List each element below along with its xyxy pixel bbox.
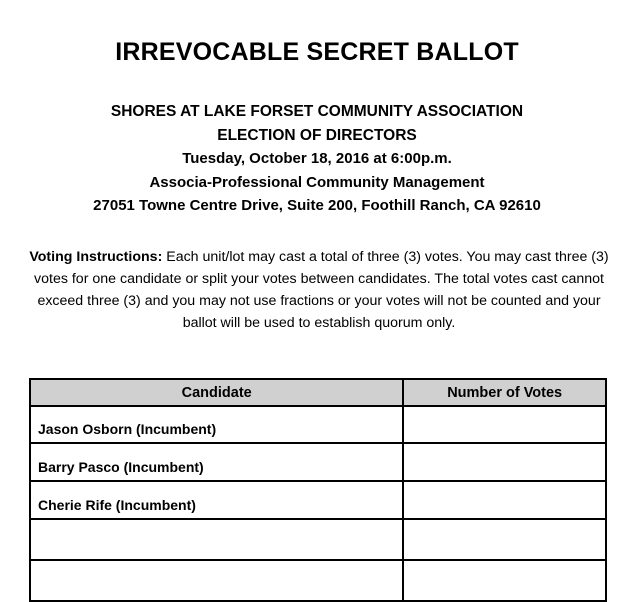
association-name: SHORES AT LAKE FORSET COMMUNITY ASSOCIATION	[110, 103, 524, 120]
ballot-title: IRREVOCABLE SECRET BALLOT	[115, 38, 519, 66]
table-row	[30, 406, 606, 443]
election-date: Tuesday, October 18, 2016 at 6:00p.m.	[182, 150, 452, 167]
candidate-name: Jason Osborn (Incumbent)	[30, 406, 403, 443]
votes-cell[interactable]	[403, 443, 606, 481]
ballot-header	[0, 100, 634, 218]
candidate-name: Cherie Rife (Incumbent)	[30, 481, 403, 519]
management-company: Associa-Professional Community Management	[149, 173, 485, 191]
votes-cell[interactable]	[403, 519, 606, 560]
election-title: ELECTION OF DIRECTORS	[217, 126, 417, 144]
management-address: 27051 Towne Centre Drive, Suite 200, Foothill Ranch, CA 92610	[93, 197, 541, 214]
table-row	[30, 443, 606, 481]
voting-instructions-text: Each unit/lot may cast a total of three (3) votes. You may cast three (3) votes for one candidate or split your votes between candidates. The total votes cast cannot exceed three (3) and you may not use fractions or your votes will not be counted and your ballot will be used to establish quorum only.	[34, 249, 609, 331]
votes-column-header: Number of Votes	[403, 379, 606, 406]
votes-cell[interactable]	[403, 560, 606, 601]
table-row	[30, 481, 606, 519]
candidate-write-in-cell[interactable]	[30, 560, 403, 601]
candidate-column-header: Candidate	[30, 379, 403, 406]
candidate-write-in-cell[interactable]	[30, 519, 403, 560]
votes-cell[interactable]	[403, 481, 606, 519]
table-row	[30, 519, 606, 560]
candidate-name: Barry Pasco (Incumbent)	[30, 443, 403, 481]
voting-instructions-label: Voting Instructions:	[29, 249, 163, 265]
table-row	[30, 560, 606, 601]
voting-instructions	[24, 246, 614, 334]
ballot-table-header-row	[30, 379, 606, 406]
votes-cell[interactable]	[403, 406, 606, 443]
ballot-table	[29, 378, 607, 602]
